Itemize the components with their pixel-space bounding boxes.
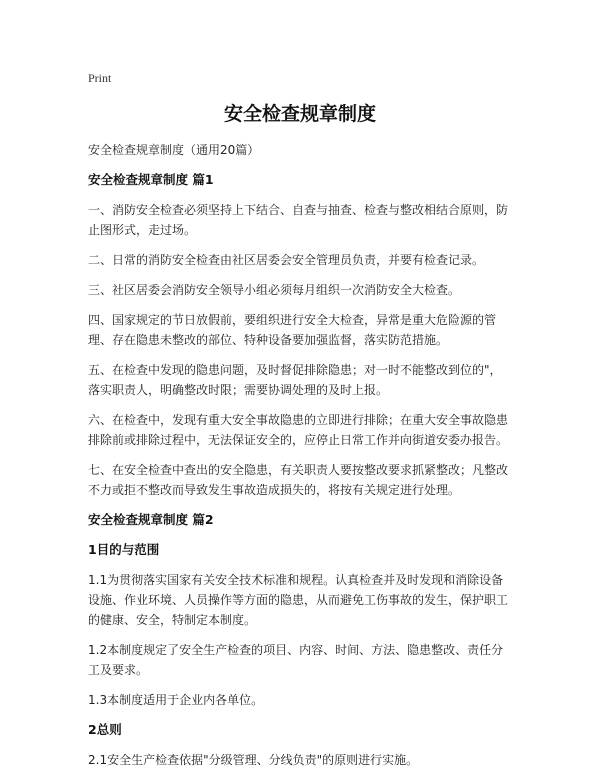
subsection-heading: 1目的与范围 — [88, 542, 160, 557]
paragraph: 2.1安全生产检查依据"分级管理、分线负责"的原则进行实施。 — [88, 753, 419, 767]
print-label: Print — [88, 71, 112, 85]
paragraph: 1.3本制度适用于企业内各单位。 — [88, 693, 264, 707]
document-subtitle: 安全检查规章制度（通用20篇） — [88, 143, 260, 157]
document-title: 安全检查规章制度 — [223, 103, 376, 125]
paragraph: 七、在安全检查中查出的安全隐患，有关职责人要按整改要求抓紧整改；凡整改不力或拒不整改而导致发生事故造成损失的，将按有关规定进行处理。 — [88, 463, 509, 497]
paragraph: 五、在检查中发现的隐患问题，及时督促排除隐患；对一时不能整改到位的"，落实职责人，明确整改时限；需要协调处理的及时上报。 — [88, 363, 502, 397]
paragraph: 一、消防安全检查必须坚持上下结合、自查与抽查、检查与整改相结合原则，防止图形式，走过场。 — [88, 203, 509, 237]
paragraph: 六、在检查中，发现有重大安全事故隐患的立即进行排除；在重大安全事故隐患排除前或排除过程中，无法保证安全的，应停止日常工作并向街道安委办报告。 — [88, 413, 509, 447]
paragraph: 三、社区居委会消防安全领导小组必须每月组织一次消防安全大检查。 — [88, 283, 461, 297]
section-heading: 安全检查规章制度 篇1 — [88, 172, 214, 187]
paragraph: 四、国家规定的节日放假前，要组织进行安全大检查，异常是重大危险源的管理、存在隐患未整改的部位、特种设备要加强监督，落实防范措施。 — [88, 313, 497, 347]
paragraph: 1.1为贯彻落实国家有关安全技术标准和规程。认真检查并及时发现和消除设备设施、作业环境、人员操作等方面的隐患，从而避免工伤事故的发生，保护职工的健康、安全，特制定本制度。 — [88, 573, 509, 627]
section-heading: 安全检查规章制度 篇2 — [88, 512, 214, 527]
paragraph: 二、日常的消防安全检查由社区居委会安全管理员负责，并要有检查记录。 — [88, 253, 485, 267]
paragraph: 1.2本制度规定了安全生产检查的项目、内容、时间、方法、隐患整改、责任分工及要求。 — [88, 643, 504, 677]
subsection-heading: 2总则 — [88, 722, 122, 737]
